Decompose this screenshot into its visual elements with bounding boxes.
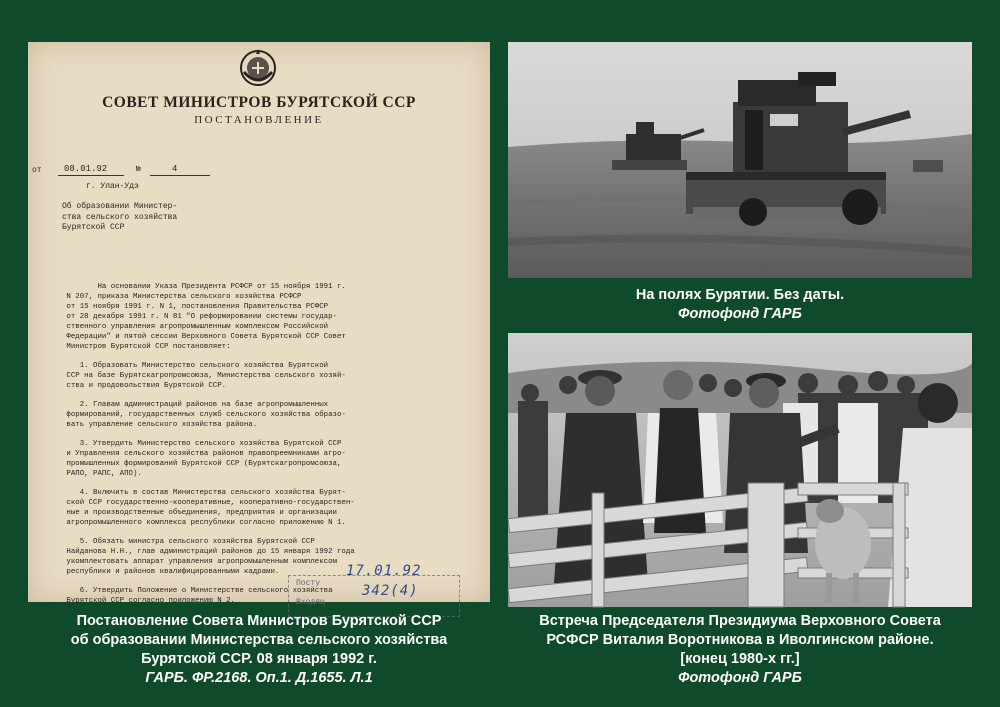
caption-line: Встреча Председателя Президиума Верховного Совета [539,613,941,629]
document-paragraph: 6. Утвердить Положение о Министерстве сельского хозяйства Бурятской ССР согласно приложению N 2. [66,587,333,605]
document-paragraph: 3. Утвердить Министерство сельского хозяйства Бурятской ССР и Управления сельского хозяйства районов правопреемниками агро- промышленных формирований Бурятской ССР (Бурятскагропромсоюза, РАПО, РАПС, АПО). [66,440,346,478]
archival-document-scan [28,42,490,607]
document-paragraph: 2. Главам администраций районов на базе агропромышленных формирований, государственных служб сельского хозяйства образо- вать управление сельского хозяйства района. [66,401,346,429]
caption-bottom-photo [508,612,972,688]
document-paragraph: 5. Обязать министра сельского хозяйства Бурятской ССР Найданова Н.Н., глав администраций районов до 15 января 1992 года укомплектовать аппарат управления агропромышленным комплексом республики и районов квалифицированными кадрами. [66,538,355,576]
handwritten-number: 342(4) [362,583,419,599]
number-underline [150,175,210,176]
caption-source: Фотофонд ГАРБ [678,670,802,686]
caption-line: Бурятской ССР. 08 января 1992 г. [141,651,377,667]
caption-line: На полях Бурятии. Без даты. [635,287,845,303]
document-paragraph: На основании Указа Президента РСФСР от 15 ноября 1991 г. N 207, приказа Министерства сельского хозяйства РСФСР от 15 ноября 1991 г. N 1, постановления Правительства РСФСР от 28 декабря 1991 г. N 81 "О реформировании системы государ- ственного управления агропромышленным комплексом Российской Федерации" и пятой сессии Верховного Совета Бурятской ССР Совет Министров Бурятской ССР постановляет: [66,283,346,351]
subject-line: ства сельского хозяйства [62,212,178,222]
document-city: г. Улан-Удэ [86,182,139,191]
subject-line: Бурятской ССР [62,223,125,232]
document-paragraph: 4. Включить в состав Министерства сельского хозяйства Бурят- ской ССР государственно-кооперативные, кооперативно-государствен- ные и производственные объединения, предприятия и организации агропромышленного комплекса республики согласно приложению N 1. [66,489,355,527]
number-label: № [136,165,141,174]
subject-line: Об образовании Министер- [62,202,178,211]
stamp-label: Посту [296,579,321,588]
document-paragraph: 1. Образовать Министерство сельского хозяйства Бурятской ССР на базе Бурятскагропромсоюза, Министерства сельского хозяй- ства и продовольствия Бурятской ССР. [66,362,346,390]
caption-source: ГАРБ. ФР.2168. Оп.1. Д.1655. Л.1 [145,670,373,686]
date-underline [58,175,124,176]
stamp-label: Входящ [296,598,325,607]
document-title: СОВЕТ МИНИСТРОВ БУРЯТСКОЙ ССР [102,94,416,111]
caption-line: РСФСР Виталия Воротникова в Иволгинском районе. [546,632,934,648]
photo-official-visit [508,333,972,607]
document-subject [62,202,177,234]
caption-top-photo [508,286,972,324]
date-prefix: от [32,166,42,175]
document-type: ПОСТАНОВЛЕНИЕ [194,114,324,126]
document-number: 4 [172,164,178,174]
caption-line: об образовании Министерства сельского хозяйства [70,632,448,648]
caption-line: Постановление Совета Министров Бурятской ССР [76,613,442,629]
handwritten-date: 17.01.92 [346,563,422,579]
caption-source: Фотофонд ГАРБ [678,306,802,322]
caption-document [28,612,490,688]
document-date: 08.01.92 [64,164,108,174]
photo-combines-in-field [508,42,972,278]
caption-line: [конец 1980-х гг.] [680,651,800,667]
ssr-emblem-icon [238,48,278,88]
